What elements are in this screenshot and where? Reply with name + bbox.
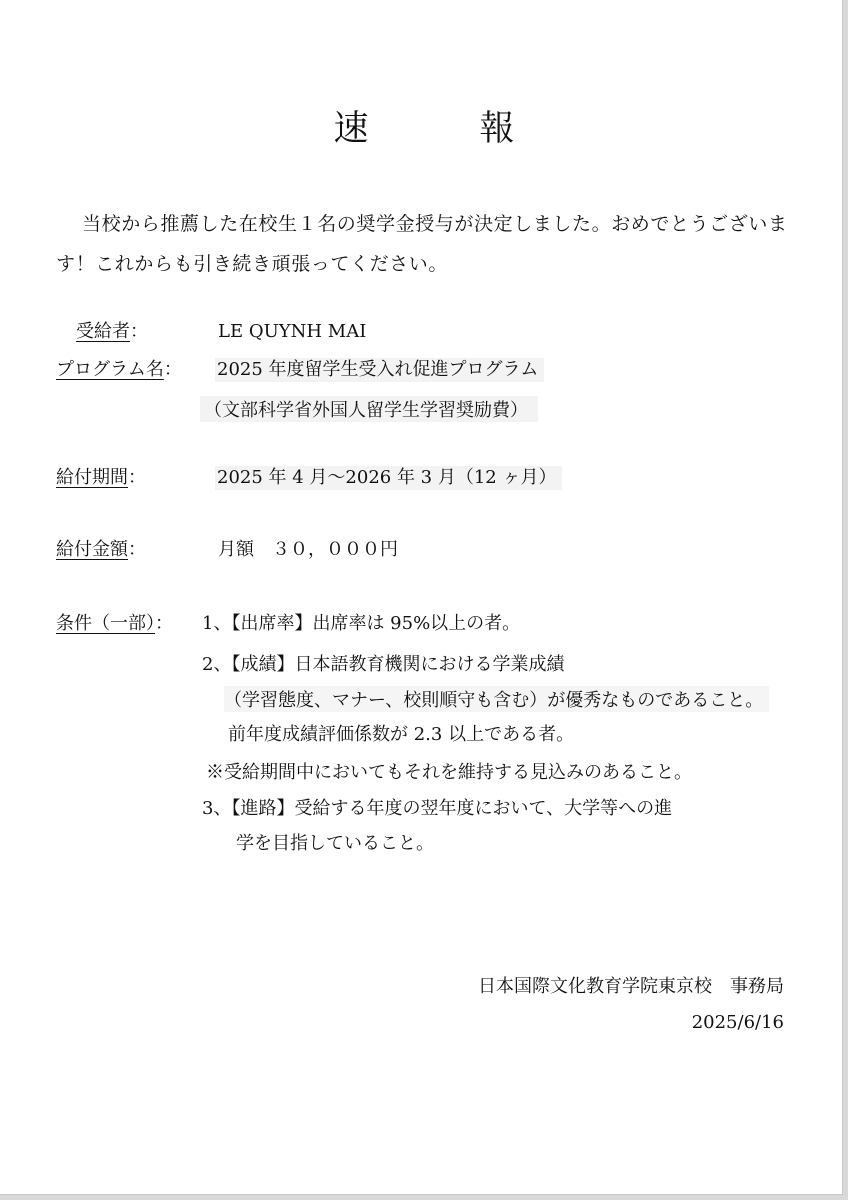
intro-paragraph: 当校から推薦した在校生１名の奨学金授与が決定しました。おめでとうございます！これからも引き続き頑張ってください。 (56, 213, 788, 275)
program-subtitle: （文部科学省外国人留学生学習奨励費） (200, 396, 538, 422)
recipient-label: 受給者： (76, 321, 148, 342)
condition-item: 1、【出席率】出席率は 95%以上の者。 (202, 613, 521, 634)
condition-item: 前年度成績評価係数が 2.3 以上である者。 (228, 724, 575, 745)
program-value: 2025 年度留学生受入れ促進プログラム (215, 358, 544, 382)
recipient-value: LE QUYNH MAI (218, 321, 367, 342)
page-title: 速 報 (333, 109, 553, 149)
condition-note: ※受給期間中においてもそれを維持する見込みのあること。 (206, 762, 692, 783)
conditions-label: 条件（一部）： (56, 613, 173, 634)
period-label: 給付期間： (56, 467, 146, 488)
condition-item: 3、【進路】受給する年度の翌年度において、大学等への進 (202, 798, 673, 819)
condition-item: 2、【成績】日本語教育機関における学業成績 (202, 654, 565, 675)
amount-label: 給付金額： (56, 539, 146, 560)
issue-date: 2025/6/16 (691, 1012, 784, 1033)
condition-item: 学を目指していること。 (236, 833, 434, 854)
condition-item: （学習態度、マナー、校則順守も含む）が優秀なものであること。 (224, 686, 769, 712)
amount-value: 月額 ３０，０００円 (218, 539, 398, 560)
period-value: 2025 年 4 月～2026 年 3 月（12 ヶ月） (215, 466, 562, 490)
program-label: プログラム名： (56, 359, 182, 380)
issuer-name: 日本国際文化教育学院東京校 事務局 (478, 976, 784, 997)
